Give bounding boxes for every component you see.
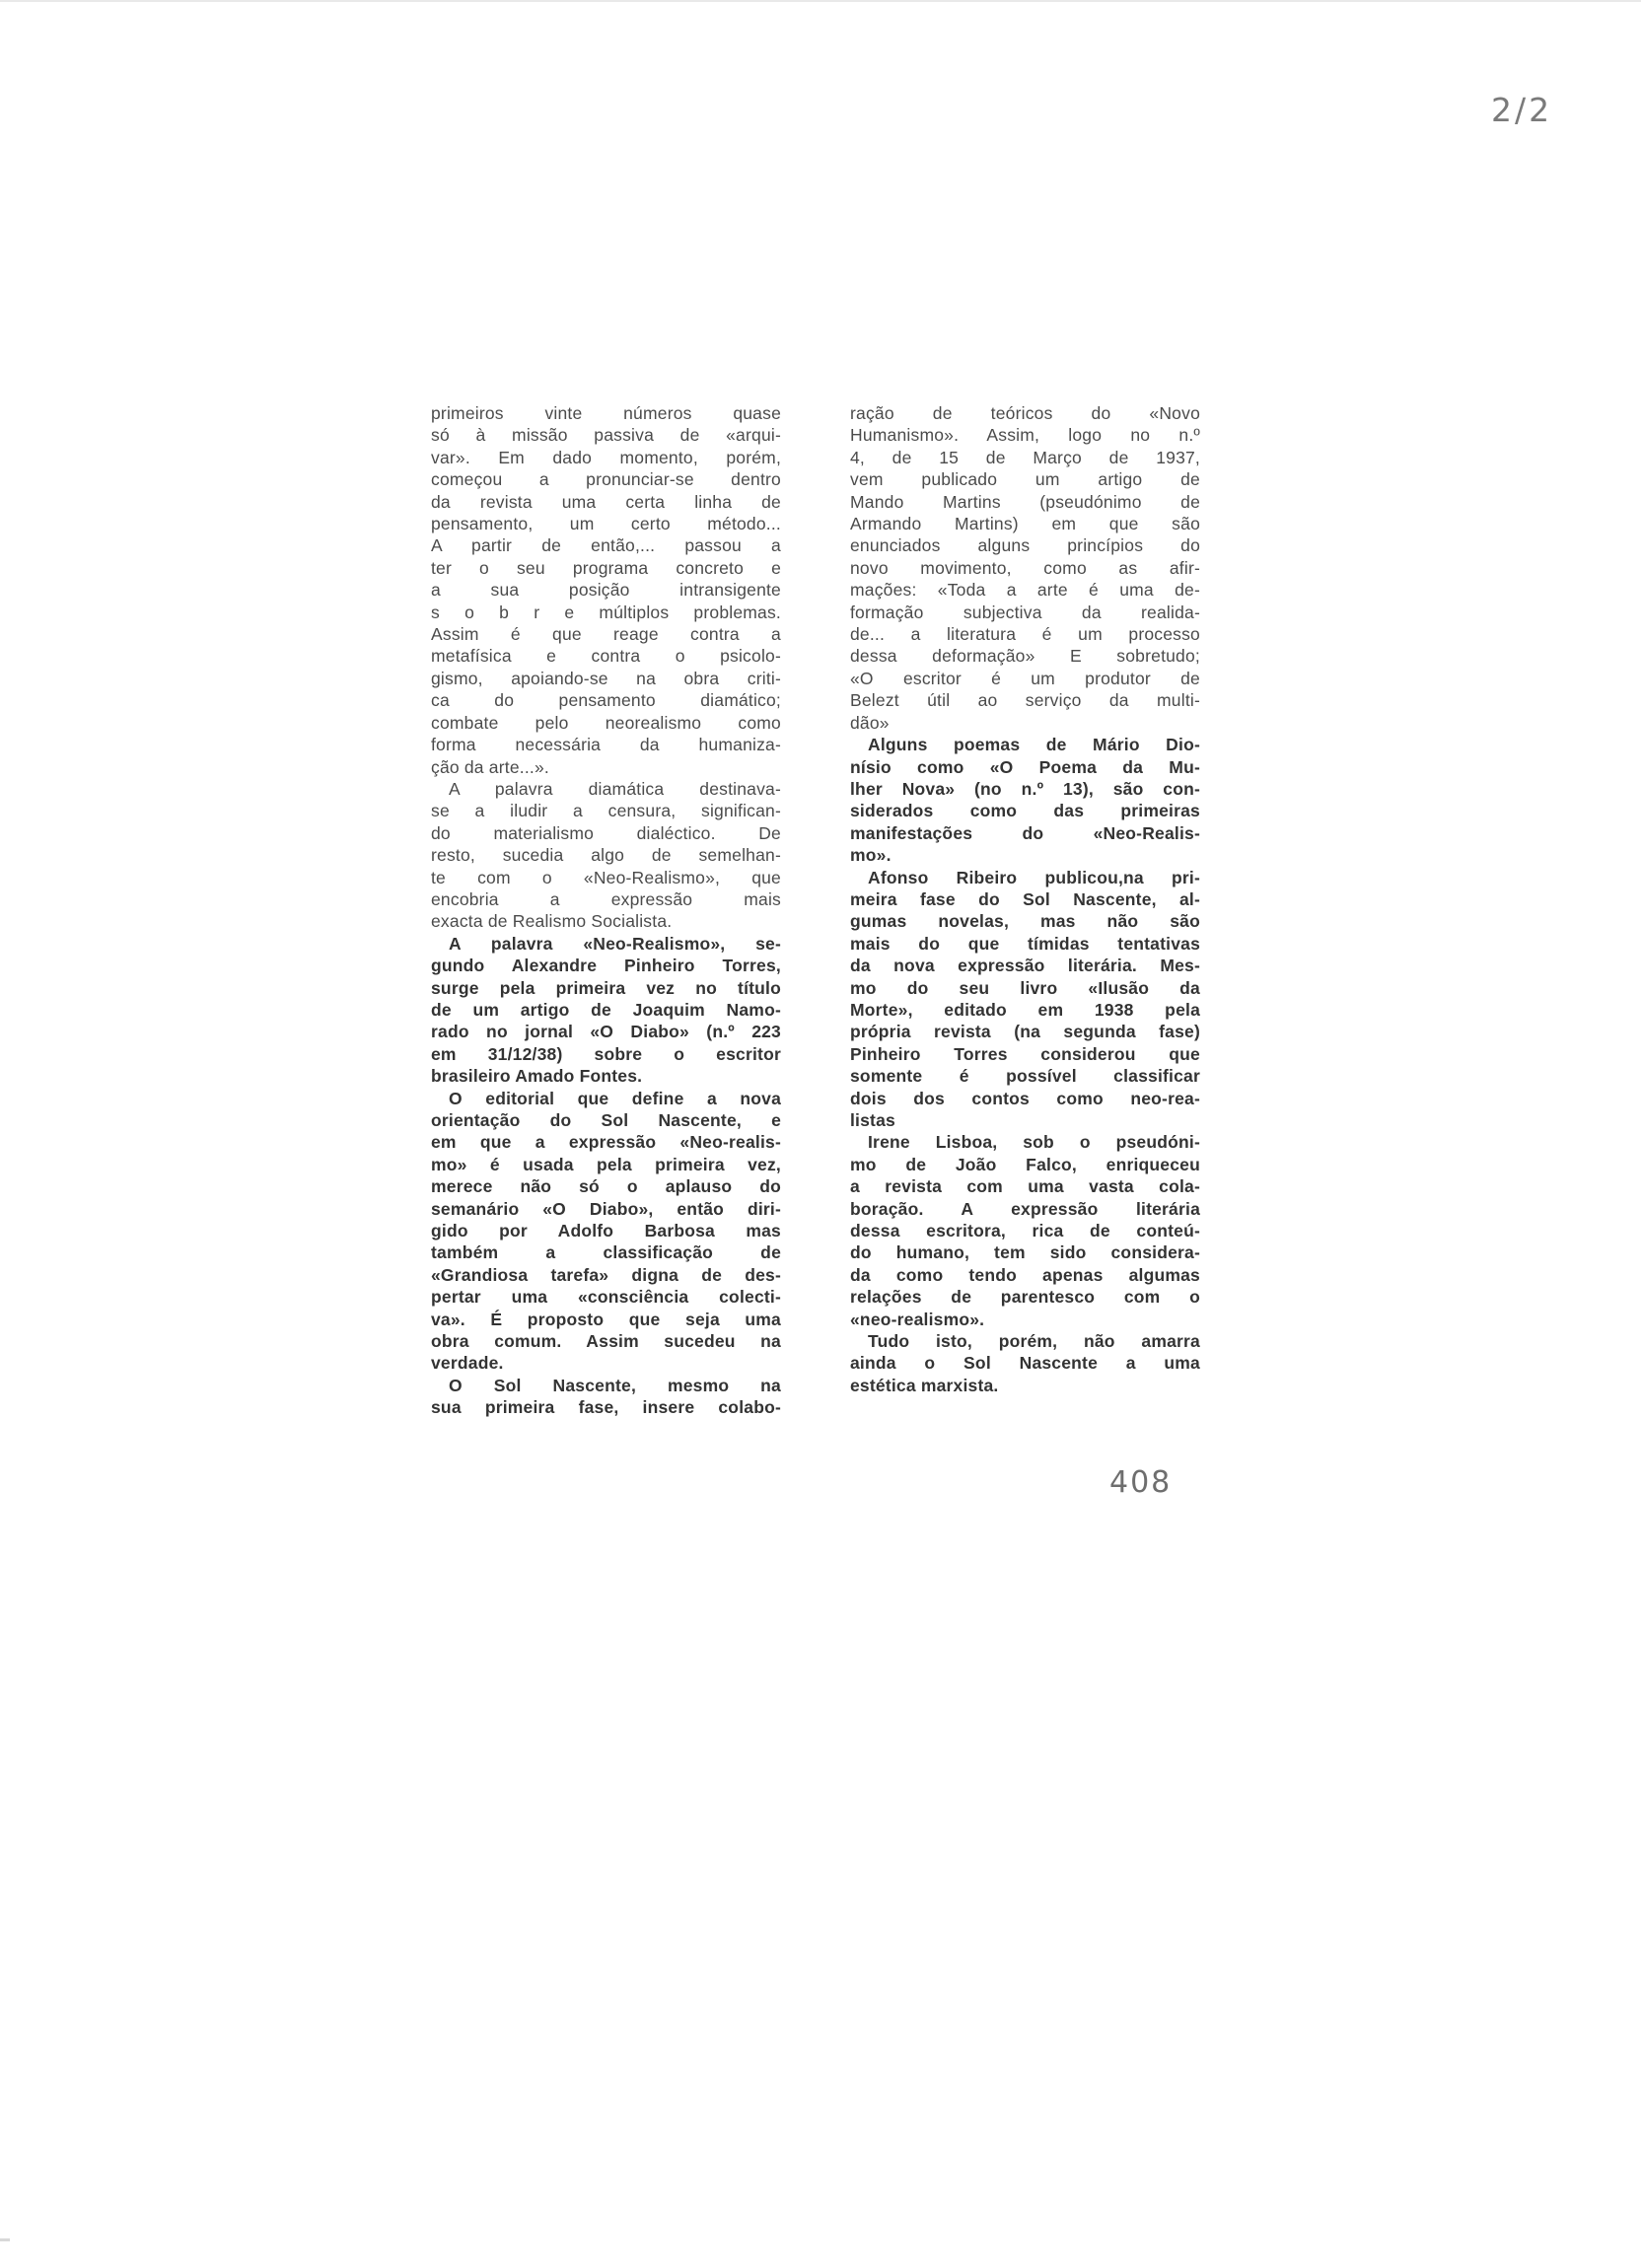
text-line: nísio como «O Poema da Mu- <box>850 756 1200 777</box>
text-line: rado no jornal «O Diabo» (n.º 223 <box>431 1022 781 1042</box>
text-line: «neo-realismo». <box>850 1309 985 1329</box>
text-line: Humanismo». Assim, logo no n.º <box>850 425 1200 446</box>
text-line: gido por Adolfo Barbosa mas <box>431 1221 781 1241</box>
text-line: siderados como das primeiras <box>850 801 1200 821</box>
text-line: ter o seu programa concreto e <box>431 557 781 578</box>
text-line: mo». <box>850 845 892 866</box>
text-line: dão» <box>850 712 890 733</box>
text-line: O Sol Nascente, mesmo na <box>449 1375 781 1395</box>
text-line: «O escritor é um produtor de <box>850 668 1200 688</box>
text-line: Alguns poemas de Mário Dio- <box>868 735 1200 755</box>
text-line: var». Em dado momento, porém, <box>431 447 781 467</box>
text-line: dessa escritora, rica de conteú- <box>850 1221 1200 1241</box>
text-line: orientação do Sol Nascente, e <box>431 1110 781 1130</box>
text-line: em que a expressão «Neo-realis- <box>431 1132 781 1153</box>
text-line: pensamento, um certo método... <box>431 514 781 534</box>
text-line: ainda o Sol Nascente a uma <box>850 1353 1200 1374</box>
text-line: A palavra diamática destinava- <box>449 778 781 799</box>
text-line: O editorial que define a nova <box>449 1088 781 1108</box>
text-line: ca do pensamento diamático; <box>431 690 781 711</box>
text-line: relações de parentesco com o <box>850 1287 1200 1308</box>
text-line: de um artigo de Joaquim Namo- <box>431 999 781 1020</box>
text-line: gumas novelas, mas não são <box>850 911 1200 932</box>
text-line: A palavra «Neo-Realismo», se- <box>449 933 781 954</box>
text-line: dessa deformação» E sobretudo; <box>850 646 1200 667</box>
text-line: 4, de 15 de Março de 1937, <box>850 447 1200 467</box>
text-line: meira fase do Sol Nascente, al- <box>850 888 1200 909</box>
text-line: surge pela primeira vez no título <box>431 977 781 998</box>
text-line: dois dos contos como neo-rea- <box>850 1088 1200 1108</box>
text-line: brasileiro Amado Fontes. <box>431 1066 643 1087</box>
page-number: 408 <box>1109 1465 1173 1500</box>
page-marker: 2/2 <box>1491 91 1553 129</box>
text-line: mo de João Falco, enriqueceu <box>850 1154 1200 1174</box>
text-line: da nova expressão literária. Mes- <box>850 956 1200 976</box>
text-line: lher Nova» (no n.º 13), são con- <box>850 778 1200 799</box>
text-line: pertar uma «consciência colecti- <box>431 1287 781 1308</box>
text-line: própria revista (na segunda fase) <box>850 1022 1200 1042</box>
text-line: mo» é usada pela primeira vez, <box>431 1154 781 1174</box>
text-line: de... a literatura é um processo <box>850 624 1200 645</box>
text-line: primeiros vinte números quase <box>431 403 781 423</box>
text-line: Pinheiro Torres considerou que <box>850 1043 1200 1064</box>
scan-margin-mark <box>0 2238 10 2241</box>
text-line: da como tendo apenas algumas <box>850 1264 1200 1285</box>
text-line: somente é possível classificar <box>850 1066 1200 1087</box>
text-line: merece não só o aplauso do <box>431 1176 781 1197</box>
text-line: metafísica e contra o psicolo- <box>431 646 781 667</box>
text-line: em 31/12/38) sobre o escritor <box>431 1043 781 1064</box>
text-line: começou a pronunciar-se dentro <box>431 469 781 490</box>
text-line: Belezt útil ao serviço da multi- <box>850 690 1200 711</box>
text-line: vem publicado um artigo de <box>850 469 1200 490</box>
text-line: Mando Martins (pseudónimo de <box>850 491 1200 512</box>
text-line: do materialismo dialéctico. De <box>431 822 781 843</box>
text-line: mo do seu livro «Ilusão da <box>850 977 1200 998</box>
text-line: listas <box>850 1110 895 1130</box>
text-line: formação subjectiva da realida- <box>850 602 1200 622</box>
text-line: do humano, tem sido considera- <box>850 1242 1200 1263</box>
text-line: gismo, apoiando-se na obra criti- <box>431 668 781 688</box>
text-line: va». É proposto que seja uma <box>431 1309 781 1329</box>
text-line: só à missão passiva de «arqui- <box>431 425 781 446</box>
text-column-right <box>850 402 1200 1396</box>
text-line: mações: «Toda a arte é uma de- <box>850 580 1200 601</box>
text-line: obra comum. Assim sucedeu na <box>431 1331 781 1352</box>
text-line: s o b r e múltiplos problemas. <box>431 602 781 622</box>
text-line: semanário «O Diabo», então diri- <box>431 1198 781 1219</box>
text-line: gundo Alexandre Pinheiro Torres, <box>431 956 781 976</box>
text-line: Morte», editado em 1938 pela <box>850 999 1200 1020</box>
text-column-left <box>431 402 781 1419</box>
text-line: enunciados alguns princípios do <box>850 535 1200 556</box>
text-line: Afonso Ribeiro publicou,na pri- <box>868 867 1200 887</box>
text-line: combate pelo neorealismo como <box>431 712 781 733</box>
text-line: mais do que tímidas tentativas <box>850 933 1200 954</box>
text-line: também a classificação de <box>431 1242 781 1263</box>
text-line: verdade. <box>431 1353 504 1374</box>
text-line: a sua posição intransigente <box>431 580 781 601</box>
text-line: estética marxista. <box>850 1375 999 1395</box>
text-line: manifestações do «Neo-Realis- <box>850 822 1200 843</box>
text-line: ração de teóricos do «Novo <box>850 403 1200 423</box>
text-line: Armando Martins) em que são <box>850 514 1200 534</box>
text-line: exacta de Realismo Socialista. <box>431 911 673 932</box>
text-line: a revista com uma vasta cola- <box>850 1176 1200 1197</box>
text-line: Assim é que reage contra a <box>431 624 781 645</box>
text-line: A partir de então,... passou a <box>431 535 781 556</box>
text-line: «Grandiosa tarefa» digna de des- <box>431 1264 781 1285</box>
text-line: ção da arte...». <box>431 756 549 777</box>
scan-top-edge <box>0 0 1641 2</box>
text-line: resto, sucedia algo de semelhan- <box>431 845 781 866</box>
text-line: se a iludir a censura, significan- <box>431 801 781 821</box>
text-line: boração. A expressão literária <box>850 1198 1200 1219</box>
text-line: te com o «Neo-Realismo», que <box>431 867 781 887</box>
text-line: sua primeira fase, insere colabo- <box>431 1397 781 1418</box>
text-line: Tudo isto, porém, não amarra <box>868 1331 1200 1352</box>
text-line: da revista uma certa linha de <box>431 491 781 512</box>
text-line: encobria a expressão mais <box>431 888 781 909</box>
text-line: novo movimento, como as afir- <box>850 557 1200 578</box>
text-line: forma necessária da humaniza- <box>431 735 781 755</box>
text-line: Irene Lisboa, sob o pseudóni- <box>868 1132 1200 1153</box>
